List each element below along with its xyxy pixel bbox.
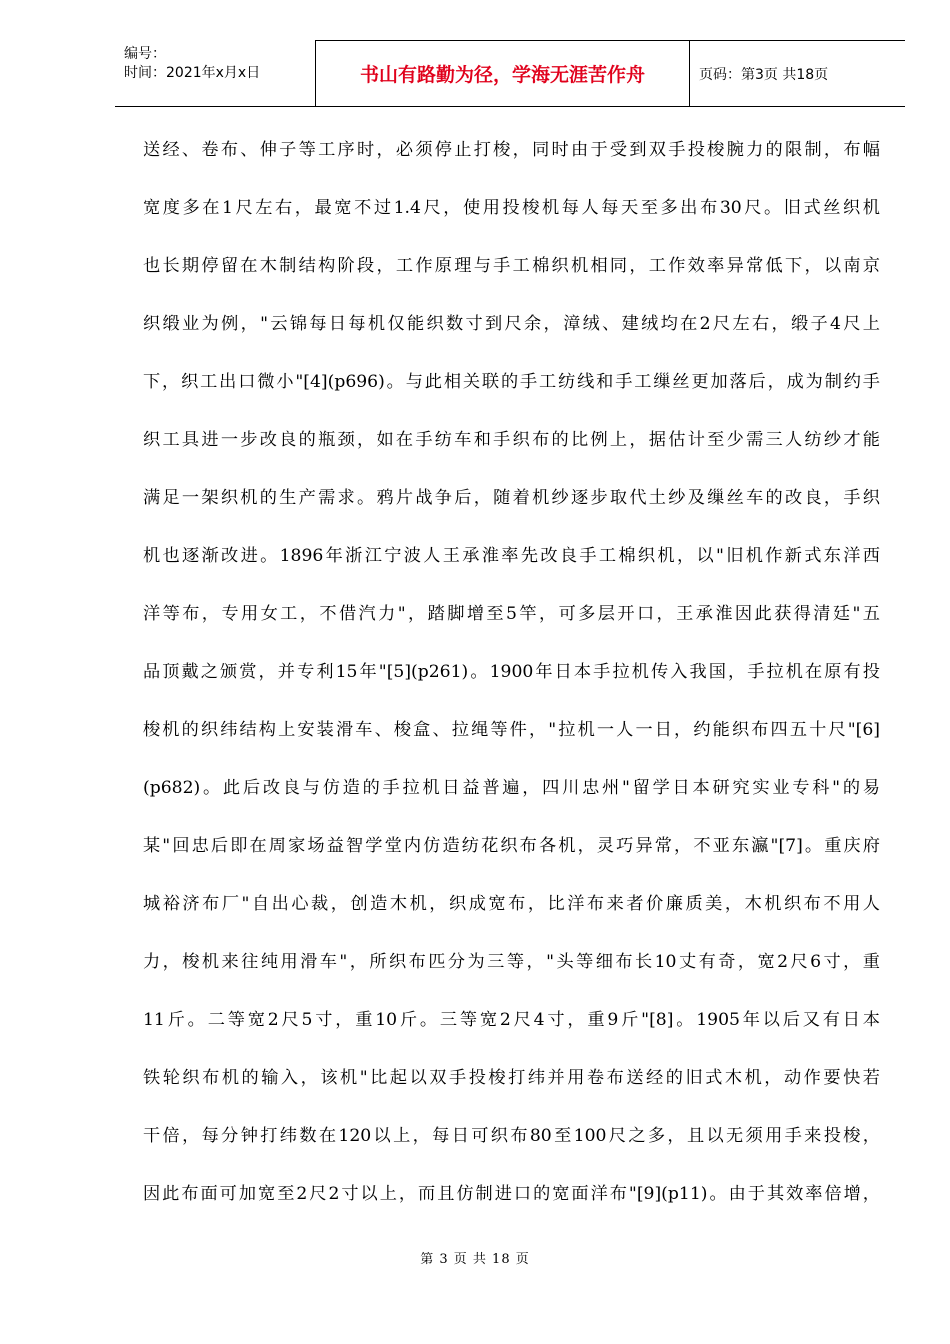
text-line: 也长期停留在木制结构阶段，工作原理与手工棉织机相同，工作效率异常低下，以南京 [143,256,880,276]
page-footer: 第 3 页 共 18 页 [420,1252,530,1267]
text-line: 品顶戴之颁赏，并专利15年"[5](p261)。1900年日本手拉机传入我国，手拉机在原有投 [143,662,880,682]
text-line: 某"回忠后即在周家场益智学堂内仿造纺花织布各机，灵巧异常，不亚东瀛"[7]。重庆府 [143,836,880,856]
text-line: 送经、卷布、伸子等工序时，必须停止打梭，同时由于受到双手投梭腕力的限制，布幅 [143,140,880,160]
text-line: 城裕济布厂"自出心裁，创造木机，织成宽布，比洋布来者价廉质美，木机织布不用人 [143,894,880,914]
text-line: 宽度多在1尺左右，最宽不过1.4尺，使用投梭机每人每天至多出布30尺。旧式丝织机 [143,198,880,218]
text-line: 铁轮织布机的输入，该机"比起以双手投梭打纬并用卷布送经的旧式木机，动作要快若 [143,1068,880,1088]
header-page-info: 页码：第3页 共18页 [699,67,829,83]
text-line: 干倍，每分钟打纬数在120以上，每日可织布80至100尺之多，且以无须用手来投梭， [143,1126,880,1146]
date-label: 时间：2021年x月x日 [124,65,261,81]
page-header [115,40,905,107]
serial-label: 编号： [124,46,166,62]
text-line: 11斤。二等宽2尺5寸，重10斤。三等宽2尺4寸，重9斤"[8]。1905年以后又有日本 [143,1010,880,1030]
header-meta [115,40,315,106]
text-line: 洋等布，专用女工，不借汽力"，踏脚增至5竿，可多层开口，王承淮因此获得清廷"五 [143,604,880,624]
text-line: (p682)。此后改良与仿造的手拉机日益普遍，四川忠州"留学日本研究实业专科"的易 [143,778,880,798]
body-text [143,128,880,1230]
header-motto: 书山有路勤为径，学海无涯苦作舟 [359,63,645,86]
text-line: 满足一架织机的生产需求。鸦片战争后，随着机纱逐步取代土纱及缫丝车的改良，手织 [143,488,880,508]
header-divider-right [689,40,690,106]
text-line: 织工具进一步改良的瓶颈，如在手纺车和手织布的比例上，据估计至少需三人纺纱才能 [143,430,880,450]
text-line: 织缎业为例，"云锦每日每机仅能织数寸到尺余，漳绒、建绒均在2尺左右，缎子4尺上 [143,314,880,334]
text-line: 力，梭机来往纯用滑车"，所织布匹分为三等，"头等细布长10丈有奇，宽2尺6寸，重 [143,952,880,972]
text-line: 梭机的织纬结构上安装滑车、梭盒、拉绳等件，"拉机一人一日，约能织布四五十尺"[6] [143,720,880,740]
text-line: 下，织工出口微小"[4](p696)。与此相关联的手工纺线和手工缫丝更加落后，成为制约手 [143,372,880,392]
text-line: 因此布面可加宽至2尺2寸以上，而且仿制进口的宽面洋布"[9](p11)。由于其效率倍增， [143,1184,880,1204]
text-line: 机也逐渐改进。1896年浙江宁波人王承淮率先改良手工棉织机，以"旧机作新式东洋西 [143,546,880,566]
